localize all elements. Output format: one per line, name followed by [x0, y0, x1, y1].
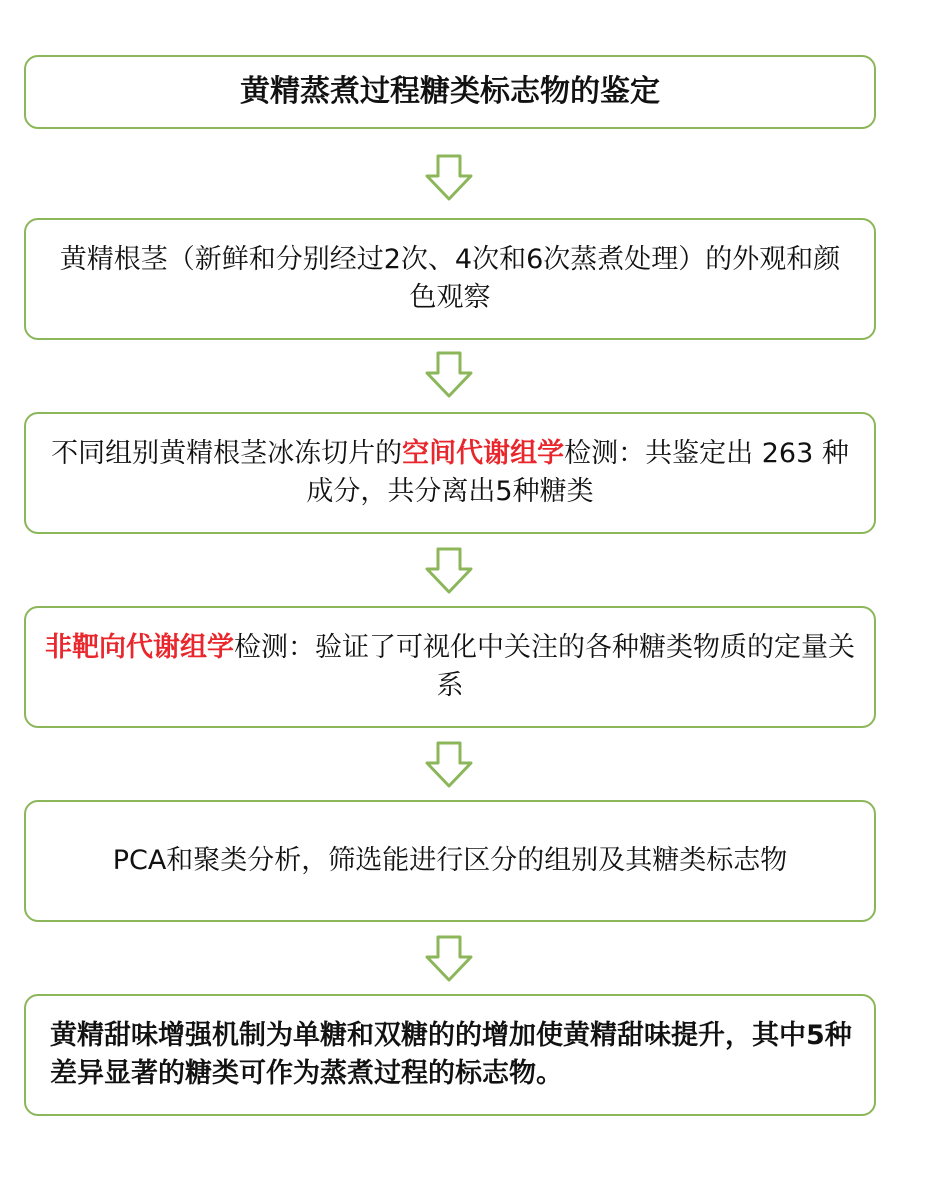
step-text-post: 检测：共鉴定出 263 种成分，共分离出5种糖类 — [306, 438, 849, 507]
flow-step-untargeted-metabolomics — [24, 606, 876, 728]
step-text-pre: 不同组别黄精根茎冰冻切片的 — [51, 438, 403, 469]
down-arrow-icon — [424, 741, 474, 789]
step-highlight: 非靶向代谢组学 — [45, 632, 234, 663]
flow-step-conclusion-text: 黄精甜味增强机制为单糖和双糖的的增加使黄精甜味提升，其中5种差异显著的糖类可作为蒸煮过程的标志物。 — [50, 1020, 852, 1089]
flow-step-conclusion — [24, 994, 876, 1116]
step-text-post: 检测：验证了可视化中关注的各种糖类物质的定量关系 — [234, 632, 855, 701]
flow-step-observation-text: 黄精根茎（新鲜和分别经过2次、4次和6次蒸煮处理）的外观和颜色观察 — [59, 244, 841, 313]
flow-step-pca-clustering-text: PCA和聚类分析，筛选能进行区分的组别及其糖类标志物 — [112, 845, 788, 876]
flow-step-spatial-metabolomics — [24, 412, 876, 534]
flow-step-title-text: 黄精蒸煮过程糖类标志物的鉴定 — [240, 74, 660, 109]
step-highlight: 空间代谢组学 — [402, 438, 565, 469]
flow-step-observation — [24, 218, 876, 340]
flow-step-spatial-metabolomics-text — [44, 435, 856, 511]
flow-step-untargeted-metabolomics-text — [44, 629, 856, 705]
down-arrow-icon — [424, 935, 474, 983]
flow-step-title — [24, 55, 876, 129]
down-arrow-icon — [424, 154, 474, 202]
down-arrow-icon — [424, 547, 474, 595]
flow-step-pca-clustering — [24, 800, 876, 922]
down-arrow-icon — [424, 351, 474, 399]
